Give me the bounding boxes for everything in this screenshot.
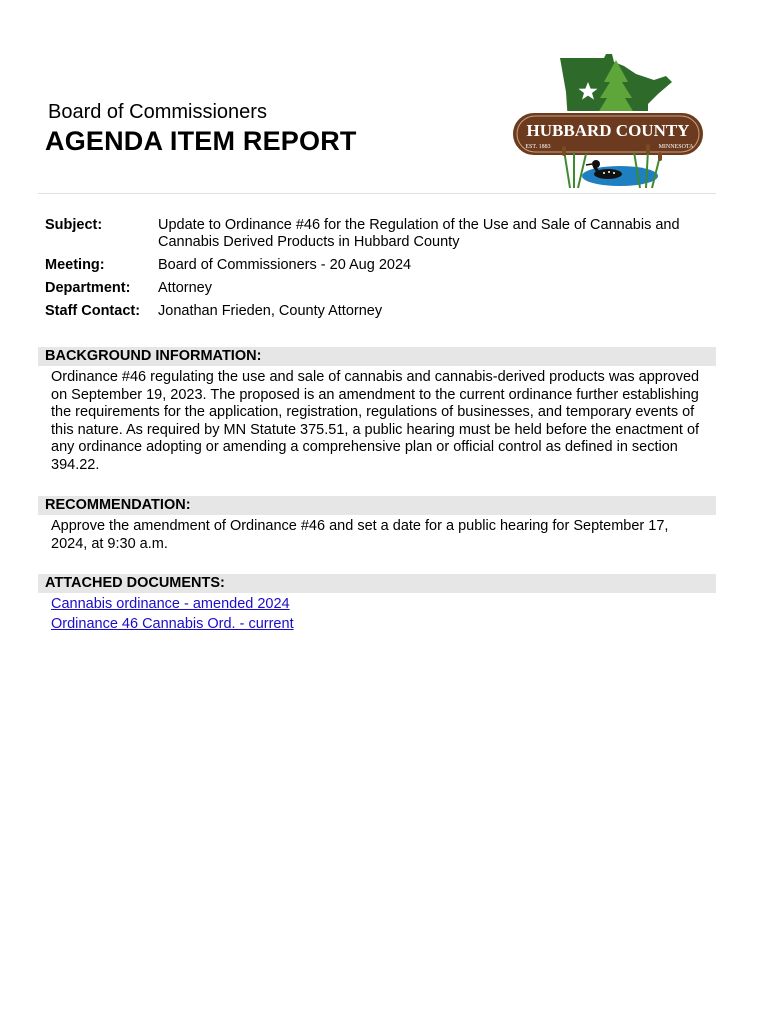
logo-established: EST. 1883 (525, 144, 551, 150)
header-divider (38, 193, 716, 194)
recommendation-heading: RECOMMENDATION: (38, 496, 716, 515)
board-subtitle: Board of Commissioners (48, 101, 267, 123)
subject-value: Update to Ordinance #46 for the Regulation of the Use and Sale of Cannabis and Cannabis Derived Products in Hubbard County (158, 217, 680, 250)
logo-state: MINNESOTA (658, 144, 694, 150)
hubbard-county-logo (508, 52, 708, 190)
attachments-list (38, 593, 716, 634)
recommendation-section (38, 496, 716, 553)
department-label: Department: (45, 280, 131, 296)
staff-contact-value: Jonathan Frieden, County Attorney (158, 303, 383, 319)
recommendation-text: Approve the amendment of Ordinance #46 and set a date for a public hearing for September 17, 2024, at 9:30 a.m. (51, 518, 669, 552)
background-section (38, 347, 716, 475)
meeting-value: Board of Commissioners - 20 Aug 2024 (158, 257, 412, 273)
meeting-label: Meeting: (45, 257, 105, 273)
subject-row (45, 217, 715, 251)
attachments-section (38, 574, 716, 634)
logo-county-name: HUBBARD COUNTY (526, 121, 690, 140)
report-header (0, 0, 768, 195)
background-text: Ordinance #46 regulating the use and sale of cannabis and cannabis-derived products was approved on September 19, 2023. The proposed is an amendment to the current ordinance further establishing the requirements for the application, registration, regulations of businesses, and temporary events of this nature. As required by MN Statute 375.51, a public hearing must be held before the enactment of any ordinance adopting or amending a comprehensive plan or official control as defined in section 394.22. (51, 369, 700, 473)
department-row (45, 280, 715, 297)
attachment-link-amended[interactable]: Cannabis ordinance - amended 2024 (51, 596, 290, 612)
subject-label: Subject: (45, 217, 103, 233)
staff-contact-row (45, 303, 715, 320)
meeting-row (45, 257, 715, 274)
department-value: Attorney (158, 280, 212, 296)
meeting-details (45, 217, 715, 326)
attachment-link-current[interactable]: Ordinance 46 Cannabis Ord. - current (51, 616, 294, 632)
staff-contact-label: Staff Contact: (45, 303, 141, 319)
background-heading: BACKGROUND INFORMATION: (38, 347, 716, 366)
attachments-heading: ATTACHED DOCUMENTS: (38, 574, 716, 593)
page-title: AGENDA ITEM REPORT (45, 126, 357, 156)
